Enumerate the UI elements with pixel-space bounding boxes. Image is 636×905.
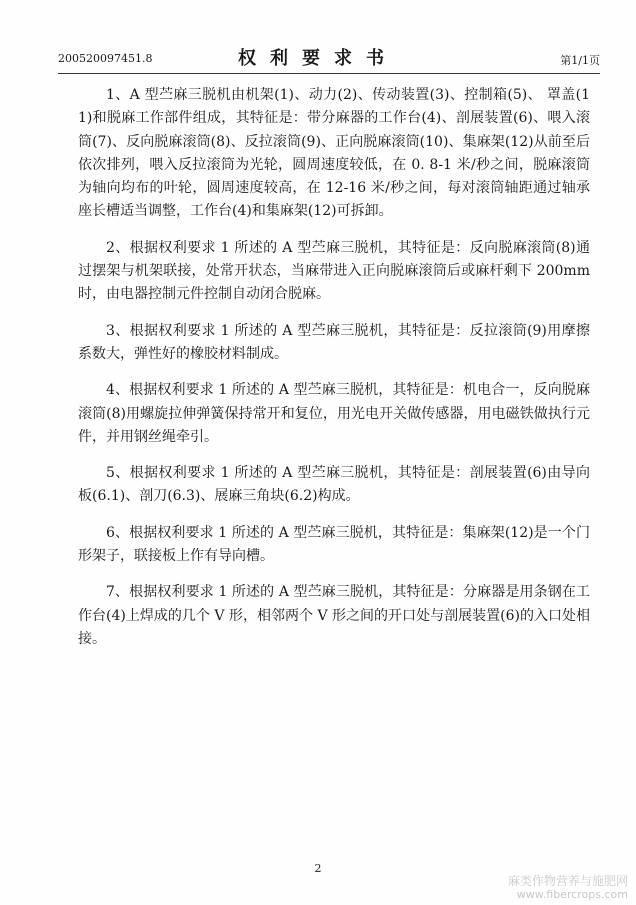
application-number: 200520097451.8	[58, 52, 153, 65]
claims-body	[78, 84, 590, 664]
site-watermark	[508, 875, 628, 901]
claim-2: 2、根据权利要求 1 所述的 A 型苎麻三脱机，其特征是：反向脱麻滚筒(8)通过摆架与机架联接，处常开状态，当麻带进入正向脱麻滚筒后或麻杆剩下 200mm 时，由电器控制元件控制自动闭合脱麻。	[78, 239, 590, 303]
document-title: 权利要求书	[238, 48, 398, 69]
claim-4: 4、根据权利要求 1 所述的 A 型苎麻三脱机，其特征是：机电合一，反向脱麻滚筒(8)用螺旋拉伸弹簧保持常开和复位，用光电开关做传感器，用电磁铁做执行元件，并用钢丝绳牵引。	[78, 382, 590, 445]
claim-3: 3、根据权利要求 1 所述的 A 型苎麻三脱机，其特征是：反拉滚筒(9)用摩擦系数大，弹性好的橡胶材料制成。	[78, 322, 590, 362]
page-header	[58, 44, 600, 72]
claim-5: 5、根据权利要求 1 所述的 A 型苎麻三脱机，其特征是：剖展装置(6)由导向板(6.1)、剖刀(6.3)、展麻三角块(6.2)构成。	[78, 465, 590, 505]
claim-6: 6、根据权利要求 1 所述的 A 型苎麻三脱机，其特征是：集麻架(12)是一个门形架子，联接板上作有导向槽。	[78, 524, 590, 565]
watermark-site-name: 麻类作物营养与施肥网	[507, 874, 628, 888]
header-divider	[58, 73, 600, 74]
claim-7: 7、根据权利要求 1 所述的 A 型苎麻三脱机，其特征是：分麻器是用条钢在工作台(4)上焊成的几个 V 形，相邻两个 V 形之间的开口处与剖展装置(6)的入口处相接。	[78, 584, 590, 647]
watermark-url: www.fibercrops.com	[516, 888, 628, 901]
page-info: 第1/1页	[560, 54, 600, 67]
claim-1: 1、A 型苎麻三脱机由机架(1)、动力(2)、传动装置(3)、控制箱(5)、 罩盖(11)和脱麻工作部件组成，其特征是：带分麻器的工作台(4)、剖展装置(6)、喂入滚筒(7)、反向脱麻滚筒(8)、反拉滚筒(9)、正向脱麻滚筒(10)、集麻架(12)从前至后依次排列，喂入反拉滚筒为光轮，圆周速度较低，在 0. 8-1 米/秒之间，脱麻滚筒为轴向均布的叶轮，圆周速度较高，在 12-16 米/秒之间，每对滚筒轴距通过轴承座长槽适当调整，工作台(4)和集麻架(12)可拆卸。	[78, 87, 590, 220]
page-number: 2	[314, 862, 322, 875]
